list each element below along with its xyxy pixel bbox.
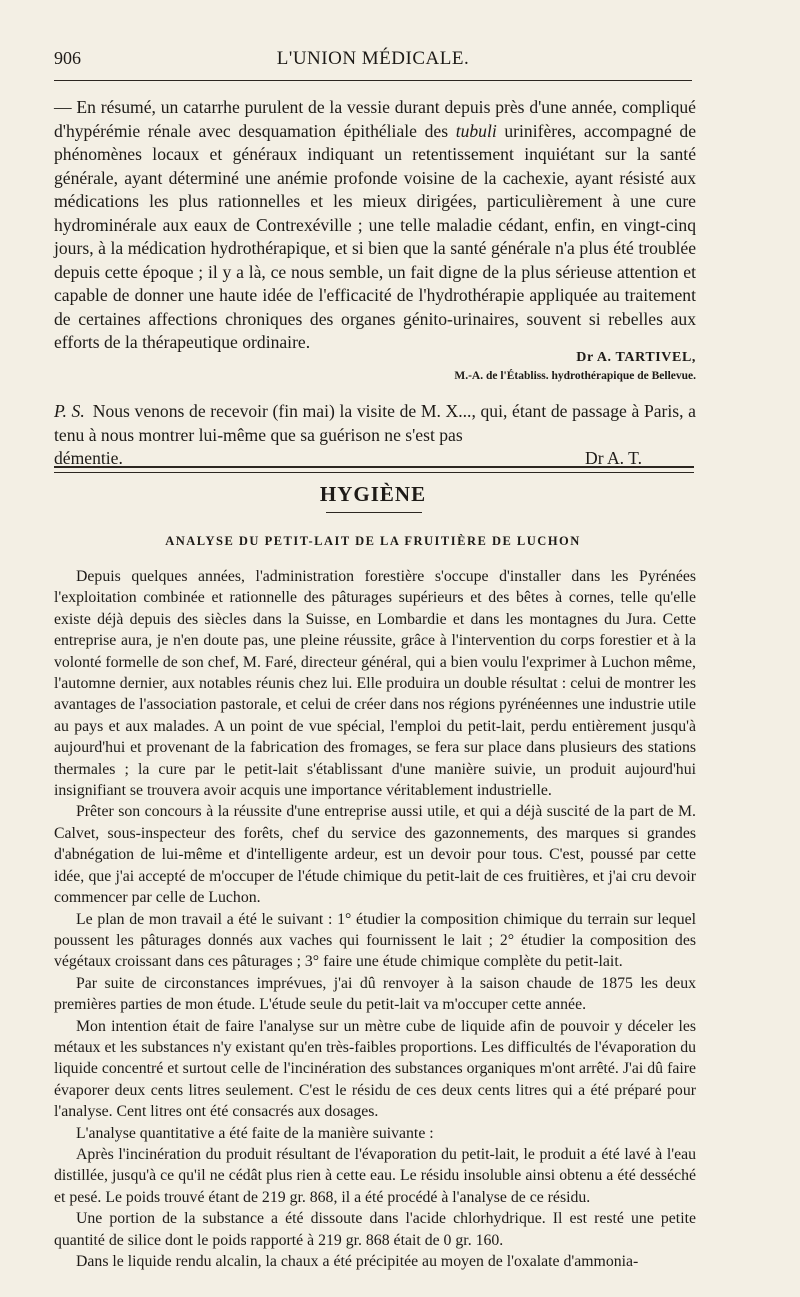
running-title: L'UNION MÉDICALE. (276, 48, 470, 69)
postscript (54, 400, 696, 471)
article-paragraph: Depuis quelques années, l'administration forestière s'occupe d'installer dans les Pyrénées l'exploitation combinée et rationnelle des pâturages supérieurs et des bêtes à cornes, telle qu'elle existe déjà depuis des siècles dans la Suisse, en Lombardie et dans les montagnes du Jura. Cette entreprise aura, je n'en doute pas, une pleine réussite, grâce à l'intervention du corps forestier et à la volonté formelle de son chef, M. Faré, directeur général, qui a bien voulu l'exprimer à Luchon même, l'automne dernier, aux notables réunis chez lui. Elle produira un double résultat : celui de montrer les avantages de l'association pastorale, et celui de créer dans nos régions pyrénéennes une industrie utile au pays et aux malades. A un point de vue spécial, l'emploi du petit-lait, perdu entièrement jusqu'à aujourd'hui et provenant de la fabrication des fromages, se fera sur place dans plusieurs des stations thermales ; la cure par le petit-lait s'établissant d'une manière suivie, un produit aujourd'hui insignifiant se trouvera avoir acquis une importance véritablement industrielle. (54, 568, 696, 800)
section-heading (54, 476, 746, 556)
author-affiliation: M.-A. de l'Établiss. hydrothérapique de Bellevue. (454, 370, 696, 382)
section-title-rule (326, 512, 422, 513)
article-paragraph: Mon intention était de faire l'analyse sur un mètre cube de liquide afin de pouvoir y déceler les métaux et les substances n'y existant qu'en très-faibles proportions. Les difficultés de l'évaporation du liquide concentré et surtout celle de l'incinération des substances organiques m'ont arrêté. J'ai dû faire évaporer deux cents litres seulement. C'est le résidu de ces deux cents litres qui a été préparé pour l'analyse. Cent litres ont été consacrés aux dosages. (54, 1017, 696, 1121)
article-paragraph: Par suite de circonstances imprévues, j'ai dû renvoyer à la saison chaude de 1875 les deux premières parties de mon étude. L'étude seule du petit-lait va m'occuper cette année. (54, 974, 696, 1014)
italic-term: tubuli (455, 120, 497, 141)
case-summary-paragraph: — En résumé, un catarrhe purulent de la vessie durant depuis près d'une année, compliqué d'hypérémie rénale avec desquamation épithéliale des tubuli urinifères, accompagné de phénomènes locaux et généraux indiquant un retentissement inquiétant sur la santé générale, ayant déterminé une anémie profonde voisine de la cachexie, ayant résisté aux médications les plus rationnelles et les mieux dirigées, particulièrement à une cure hydrominérale aux eaux de Contrexéville ; une telle maladie cédant, enfin, en vingt-cinq jours, à la médication hydrothérapique, et si bien que la santé générale n'a plus été troublée depuis cette époque ; il y a là, ce nous semble, un fait digne de la plus sérieuse attention et capable de donner une haute idée de l'efficacité de l'hydrothérapie appliquée au traitement de certaines affections chroniques des organes génito-urinaires, souvent si rebelles aux efforts de la thérapeutique ordinaire. (54, 97, 696, 352)
article-paragraph: Le plan de mon travail a été le suivant : 1° étudier la composition chimique du terrain sur lequel poussent les pâturages donnés aux vaches qui fournissent le lait ; 2° étudier la composition des végétaux croissant dans ces pâturages ; 3° faire une étude chimique complète du petit-lait. (54, 910, 696, 971)
case-summary (54, 96, 696, 355)
article-paragraph: L'analyse quantitative a été faite de la manière suivante : (76, 1124, 434, 1142)
article-paragraph: Une portion de la substance a été dissoute dans l'acide chlorhydrique. Il est resté une petite quantité de silice dont le poids rapporté à 219 gr. 868 était de 0 gr. 160. (54, 1210, 696, 1249)
article-paragraph: Dans le liquide rendu alcalin, la chaux a été précipitée au moyen de l'oxalate d'ammonia- (76, 1253, 639, 1270)
section-double-rule (54, 466, 694, 473)
postscript-initials: Dr A. T. (584, 448, 642, 468)
header-rule (54, 80, 692, 81)
postscript-text: P. S. Nous venons de recevoir (fin mai) la visite de M. X..., qui, étant de passage à Paris, a tenu à nous montrer lui-même que sa guérison ne s'est pas (54, 401, 696, 445)
page-number: 906 (54, 48, 81, 68)
page-header (54, 46, 692, 74)
postscript-last-word: démentie. (54, 448, 123, 468)
article-body (54, 566, 696, 1272)
article-subtitle: ANALYSE DU PETIT-LAIT DE LA FRUITIÈRE DE LUCHON (165, 534, 581, 548)
author-signature: Dr A. TARTIVEL, (576, 350, 696, 365)
article-paragraph: Prêter son concours à la réussite d'une entreprise aussi utile, et qui a déjà suscité de la part de M. Calvet, sous-inspecteur des forêts, chef du service des gazonnements, des marques si grandes d'abnégation de lui-même et d'intelligente ardeur, est un devoir pour tous. C'est, poussé par cette idée, que j'ai accepté de m'occuper de l'étude chimique du petit-lait de ces fruitières, et j'ai cru devoir commencer par celle de Luchon. (54, 803, 696, 907)
section-title: HYGIÈNE (319, 482, 427, 506)
postscript-mark: P. S. (54, 401, 85, 421)
article-paragraph: Après l'incinération du produit résultant de l'évaporation du petit-lait, le produit a été lavé à l'eau distillée, jusqu'à ce qu'il ne cédât plus rien à cette eau. Le résidu insoluble ainsi obtenu a été desséché et pesé. Le poids trouvé étant de 219 gr. 868, il a été procédé à l'analyse de ce résidu. (54, 1145, 696, 1206)
